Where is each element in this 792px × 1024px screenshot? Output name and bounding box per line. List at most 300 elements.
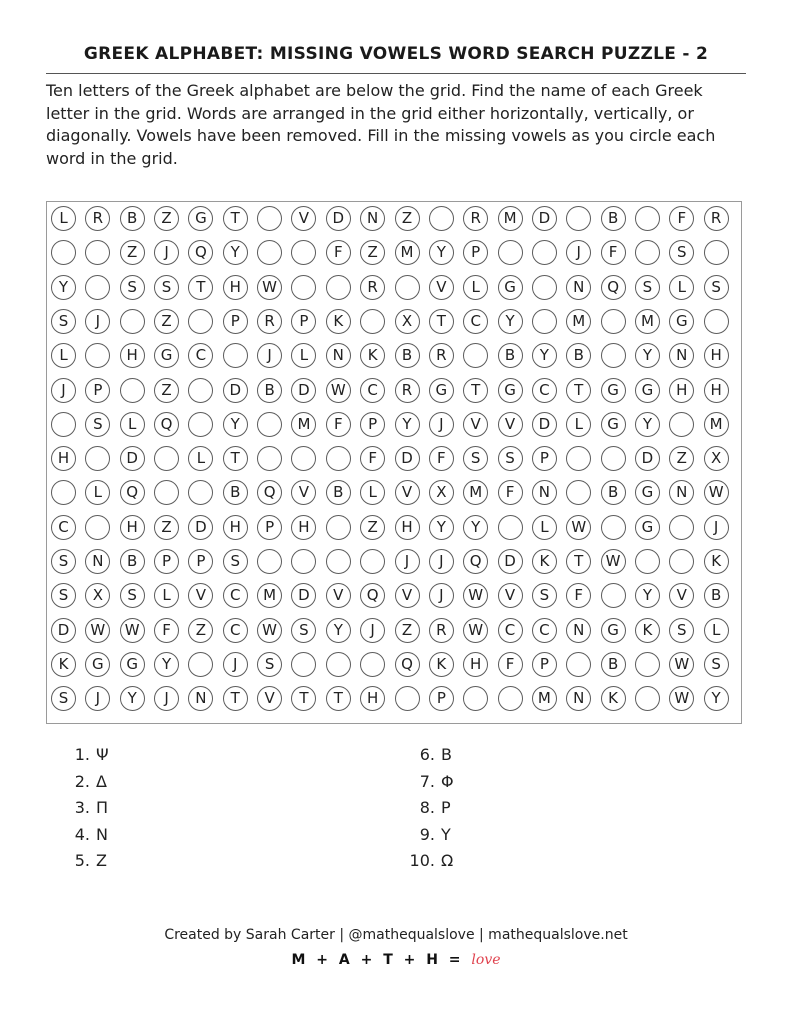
grid-cell[interactable]: D (291, 378, 316, 403)
grid-cell[interactable]: F (360, 446, 385, 471)
grid-cell[interactable]: H (51, 446, 76, 471)
grid-cell[interactable]: H (223, 275, 248, 300)
grid-cell[interactable]: J (566, 240, 591, 265)
grid-cell[interactable]: W (326, 378, 351, 403)
grid-cell[interactable]: T (463, 378, 488, 403)
grid-cell[interactable] (498, 686, 523, 711)
grid-cell[interactable]: R (85, 206, 110, 231)
grid-cell[interactable]: C (223, 583, 248, 608)
grid-cell[interactable] (291, 446, 316, 471)
grid-cell[interactable] (704, 309, 729, 334)
grid-cell[interactable] (291, 549, 316, 574)
grid-cell[interactable]: L (51, 343, 76, 368)
grid-cell[interactable]: M (566, 309, 591, 334)
grid-cell[interactable]: N (188, 686, 213, 711)
grid-cell[interactable]: D (291, 583, 316, 608)
grid-cell[interactable]: Y (704, 686, 729, 711)
grid-cell[interactable]: W (566, 515, 591, 540)
grid-cell[interactable]: S (635, 275, 660, 300)
grid-cell[interactable] (601, 515, 626, 540)
grid-cell[interactable] (566, 446, 591, 471)
grid-cell[interactable]: G (635, 480, 660, 505)
grid-cell[interactable] (51, 240, 76, 265)
grid-cell[interactable]: N (566, 618, 591, 643)
grid-cell[interactable]: S (669, 618, 694, 643)
grid-cell[interactable]: L (463, 275, 488, 300)
grid-cell[interactable]: Y (223, 240, 248, 265)
grid-cell[interactable]: Q (257, 480, 282, 505)
grid-cell[interactable]: M (463, 480, 488, 505)
grid-cell[interactable] (566, 652, 591, 677)
grid-cell[interactable]: H (360, 686, 385, 711)
grid-cell[interactable]: J (154, 686, 179, 711)
grid-cell[interactable]: S (154, 275, 179, 300)
grid-cell[interactable]: Y (463, 515, 488, 540)
grid-cell[interactable]: Q (360, 583, 385, 608)
grid-cell[interactable]: Z (154, 309, 179, 334)
grid-cell[interactable]: N (669, 480, 694, 505)
grid-cell[interactable]: Q (188, 240, 213, 265)
grid-cell[interactable]: G (635, 378, 660, 403)
grid-cell[interactable]: V (257, 686, 282, 711)
grid-cell[interactable]: G (498, 378, 523, 403)
grid-cell[interactable] (704, 240, 729, 265)
grid-cell[interactable] (326, 515, 351, 540)
grid-cell[interactable]: N (85, 549, 110, 574)
grid-cell[interactable]: P (188, 549, 213, 574)
grid-cell[interactable]: J (395, 549, 420, 574)
grid-cell[interactable]: H (669, 378, 694, 403)
grid-cell[interactable] (635, 240, 660, 265)
grid-cell[interactable]: K (429, 652, 454, 677)
grid-cell[interactable]: B (498, 343, 523, 368)
grid-cell[interactable]: T (326, 686, 351, 711)
grid-cell[interactable]: K (51, 652, 76, 677)
grid-cell[interactable]: J (704, 515, 729, 540)
grid-cell[interactable] (188, 652, 213, 677)
grid-cell[interactable]: D (120, 446, 145, 471)
grid-cell[interactable]: M (498, 206, 523, 231)
grid-cell[interactable] (326, 446, 351, 471)
grid-cell[interactable]: M (635, 309, 660, 334)
grid-cell[interactable]: Y (326, 618, 351, 643)
grid-cell[interactable] (395, 686, 420, 711)
grid-cell[interactable] (566, 206, 591, 231)
grid-cell[interactable]: Z (669, 446, 694, 471)
grid-cell[interactable]: F (601, 240, 626, 265)
grid-cell[interactable] (601, 343, 626, 368)
grid-cell[interactable]: C (360, 378, 385, 403)
grid-cell[interactable]: G (498, 275, 523, 300)
grid-cell[interactable]: G (601, 378, 626, 403)
grid-cell[interactable]: F (429, 446, 454, 471)
grid-cell[interactable]: V (291, 480, 316, 505)
grid-cell[interactable] (360, 549, 385, 574)
grid-cell[interactable] (601, 583, 626, 608)
grid-cell[interactable] (257, 446, 282, 471)
grid-cell[interactable]: P (429, 686, 454, 711)
grid-cell[interactable] (120, 309, 145, 334)
grid-cell[interactable]: Q (463, 549, 488, 574)
grid-cell[interactable]: W (669, 652, 694, 677)
grid-cell[interactable]: P (154, 549, 179, 574)
grid-cell[interactable]: Z (120, 240, 145, 265)
grid-cell[interactable]: H (120, 515, 145, 540)
grid-cell[interactable]: N (566, 686, 591, 711)
grid-cell[interactable]: N (326, 343, 351, 368)
grid-cell[interactable]: G (85, 652, 110, 677)
grid-cell[interactable] (51, 480, 76, 505)
grid-cell[interactable]: F (498, 652, 523, 677)
grid-cell[interactable]: C (498, 618, 523, 643)
grid-cell[interactable]: B (257, 378, 282, 403)
grid-cell[interactable]: Y (635, 412, 660, 437)
grid-cell[interactable]: F (498, 480, 523, 505)
grid-cell[interactable] (669, 549, 694, 574)
grid-cell[interactable] (601, 446, 626, 471)
grid-cell[interactable]: V (498, 412, 523, 437)
grid-cell[interactable]: K (326, 309, 351, 334)
grid-cell[interactable]: S (120, 583, 145, 608)
grid-cell[interactable]: S (51, 583, 76, 608)
grid-cell[interactable]: L (85, 480, 110, 505)
grid-cell[interactable]: S (120, 275, 145, 300)
grid-cell[interactable]: P (223, 309, 248, 334)
grid-cell[interactable]: W (704, 480, 729, 505)
grid-cell[interactable]: T (566, 549, 591, 574)
grid-cell[interactable]: P (291, 309, 316, 334)
grid-cell[interactable]: P (532, 652, 557, 677)
grid-cell[interactable]: K (601, 686, 626, 711)
grid-cell[interactable]: W (669, 686, 694, 711)
grid-cell[interactable]: D (188, 515, 213, 540)
grid-cell[interactable]: S (704, 652, 729, 677)
grid-cell[interactable]: Q (154, 412, 179, 437)
grid-cell[interactable] (635, 549, 660, 574)
grid-cell[interactable]: M (704, 412, 729, 437)
grid-cell[interactable]: D (532, 206, 557, 231)
grid-cell[interactable]: W (257, 618, 282, 643)
grid-cell[interactable] (154, 480, 179, 505)
grid-cell[interactable]: S (85, 412, 110, 437)
grid-cell[interactable]: H (704, 378, 729, 403)
grid-cell[interactable] (360, 652, 385, 677)
grid-cell[interactable]: N (669, 343, 694, 368)
grid-cell[interactable]: Y (120, 686, 145, 711)
grid-cell[interactable]: V (429, 275, 454, 300)
grid-cell[interactable]: B (601, 206, 626, 231)
grid-cell[interactable] (188, 480, 213, 505)
grid-cell[interactable]: S (463, 446, 488, 471)
grid-cell[interactable] (635, 206, 660, 231)
grid-cell[interactable]: Y (429, 515, 454, 540)
grid-cell[interactable] (291, 240, 316, 265)
grid-cell[interactable]: M (532, 686, 557, 711)
grid-cell[interactable]: W (85, 618, 110, 643)
grid-cell[interactable]: S (257, 652, 282, 677)
grid-cell[interactable]: P (532, 446, 557, 471)
grid-cell[interactable]: D (532, 412, 557, 437)
grid-cell[interactable]: Z (154, 378, 179, 403)
grid-cell[interactable]: L (669, 275, 694, 300)
grid-cell[interactable]: Y (154, 652, 179, 677)
grid-cell[interactable]: Y (395, 412, 420, 437)
grid-cell[interactable]: H (395, 515, 420, 540)
grid-cell[interactable]: L (291, 343, 316, 368)
grid-cell[interactable]: J (429, 549, 454, 574)
grid-cell[interactable] (463, 686, 488, 711)
grid-cell[interactable]: V (395, 480, 420, 505)
grid-cell[interactable]: S (669, 240, 694, 265)
grid-cell[interactable] (120, 378, 145, 403)
grid-cell[interactable]: Y (51, 275, 76, 300)
grid-cell[interactable] (257, 240, 282, 265)
grid-cell[interactable]: J (154, 240, 179, 265)
grid-cell[interactable]: Z (360, 515, 385, 540)
grid-cell[interactable]: R (429, 343, 454, 368)
grid-cell[interactable]: N (566, 275, 591, 300)
grid-cell[interactable]: V (188, 583, 213, 608)
grid-cell[interactable]: C (51, 515, 76, 540)
grid-cell[interactable]: C (463, 309, 488, 334)
grid-cell[interactable]: M (291, 412, 316, 437)
grid-cell[interactable]: G (635, 515, 660, 540)
grid-cell[interactable]: T (223, 446, 248, 471)
grid-cell[interactable]: S (51, 686, 76, 711)
grid-cell[interactable]: C (223, 618, 248, 643)
grid-cell[interactable]: W (463, 583, 488, 608)
grid-cell[interactable]: Y (635, 583, 660, 608)
grid-cell[interactable]: V (395, 583, 420, 608)
grid-cell[interactable]: P (85, 378, 110, 403)
grid-cell[interactable]: K (360, 343, 385, 368)
grid-cell[interactable]: J (257, 343, 282, 368)
grid-cell[interactable]: H (704, 343, 729, 368)
grid-cell[interactable]: G (669, 309, 694, 334)
grid-cell[interactable]: T (188, 275, 213, 300)
grid-cell[interactable] (257, 206, 282, 231)
grid-cell[interactable]: S (51, 549, 76, 574)
grid-cell[interactable]: H (291, 515, 316, 540)
grid-cell[interactable]: H (223, 515, 248, 540)
grid-cell[interactable]: J (51, 378, 76, 403)
grid-cell[interactable] (326, 549, 351, 574)
grid-cell[interactable]: L (360, 480, 385, 505)
grid-cell[interactable]: X (704, 446, 729, 471)
grid-cell[interactable]: T (291, 686, 316, 711)
grid-cell[interactable] (85, 240, 110, 265)
grid-cell[interactable]: B (120, 549, 145, 574)
grid-cell[interactable]: H (463, 652, 488, 677)
grid-cell[interactable]: F (326, 240, 351, 265)
grid-cell[interactable] (85, 515, 110, 540)
grid-cell[interactable]: B (601, 480, 626, 505)
grid-cell[interactable]: B (395, 343, 420, 368)
grid-cell[interactable]: K (704, 549, 729, 574)
grid-cell[interactable]: V (291, 206, 316, 231)
grid-cell[interactable]: P (360, 412, 385, 437)
grid-cell[interactable] (257, 549, 282, 574)
grid-cell[interactable]: N (360, 206, 385, 231)
grid-cell[interactable] (498, 240, 523, 265)
grid-cell[interactable]: J (429, 412, 454, 437)
grid-cell[interactable]: D (326, 206, 351, 231)
grid-cell[interactable]: D (395, 446, 420, 471)
grid-cell[interactable] (395, 275, 420, 300)
grid-cell[interactable]: Z (395, 618, 420, 643)
grid-cell[interactable]: F (326, 412, 351, 437)
grid-cell[interactable]: Z (360, 240, 385, 265)
grid-cell[interactable]: D (51, 618, 76, 643)
grid-cell[interactable]: T (566, 378, 591, 403)
grid-cell[interactable]: Z (154, 206, 179, 231)
grid-cell[interactable]: L (51, 206, 76, 231)
grid-cell[interactable]: N (532, 480, 557, 505)
grid-cell[interactable] (85, 343, 110, 368)
grid-cell[interactable] (291, 275, 316, 300)
grid-cell[interactable] (532, 240, 557, 265)
grid-cell[interactable] (154, 446, 179, 471)
grid-cell[interactable] (188, 309, 213, 334)
grid-cell[interactable]: R (429, 618, 454, 643)
grid-cell[interactable] (51, 412, 76, 437)
grid-cell[interactable]: G (601, 412, 626, 437)
grid-cell[interactable]: C (188, 343, 213, 368)
grid-cell[interactable] (532, 275, 557, 300)
grid-cell[interactable]: Y (429, 240, 454, 265)
grid-cell[interactable]: T (223, 206, 248, 231)
grid-cell[interactable]: M (257, 583, 282, 608)
grid-cell[interactable]: M (395, 240, 420, 265)
grid-cell[interactable]: L (704, 618, 729, 643)
grid-cell[interactable]: S (51, 309, 76, 334)
grid-cell[interactable]: S (223, 549, 248, 574)
grid-cell[interactable]: G (154, 343, 179, 368)
grid-cell[interactable]: G (120, 652, 145, 677)
grid-cell[interactable]: F (154, 618, 179, 643)
grid-cell[interactable]: Y (635, 343, 660, 368)
grid-cell[interactable]: X (395, 309, 420, 334)
grid-cell[interactable]: S (498, 446, 523, 471)
grid-cell[interactable]: F (566, 583, 591, 608)
grid-cell[interactable]: Y (532, 343, 557, 368)
grid-cell[interactable]: B (566, 343, 591, 368)
grid-cell[interactable]: P (463, 240, 488, 265)
grid-cell[interactable]: Z (395, 206, 420, 231)
grid-cell[interactable]: W (120, 618, 145, 643)
grid-cell[interactable] (326, 652, 351, 677)
grid-cell[interactable]: Y (223, 412, 248, 437)
grid-cell[interactable]: D (498, 549, 523, 574)
grid-cell[interactable]: R (704, 206, 729, 231)
grid-cell[interactable]: J (429, 583, 454, 608)
grid-cell[interactable]: K (532, 549, 557, 574)
grid-cell[interactable]: B (704, 583, 729, 608)
grid-cell[interactable]: Z (188, 618, 213, 643)
grid-cell[interactable]: X (429, 480, 454, 505)
grid-cell[interactable]: R (463, 206, 488, 231)
grid-cell[interactable]: D (635, 446, 660, 471)
grid-cell[interactable]: V (669, 583, 694, 608)
grid-cell[interactable]: V (463, 412, 488, 437)
grid-cell[interactable]: R (360, 275, 385, 300)
grid-cell[interactable]: L (154, 583, 179, 608)
grid-cell[interactable] (463, 343, 488, 368)
grid-cell[interactable]: G (429, 378, 454, 403)
grid-cell[interactable]: Z (154, 515, 179, 540)
grid-cell[interactable] (566, 480, 591, 505)
grid-cell[interactable] (360, 309, 385, 334)
grid-cell[interactable]: B (120, 206, 145, 231)
grid-cell[interactable]: V (498, 583, 523, 608)
grid-cell[interactable]: J (223, 652, 248, 677)
grid-cell[interactable]: S (291, 618, 316, 643)
grid-cell[interactable]: C (532, 378, 557, 403)
grid-cell[interactable] (85, 446, 110, 471)
grid-cell[interactable]: R (395, 378, 420, 403)
grid-cell[interactable]: B (326, 480, 351, 505)
grid-cell[interactable] (669, 412, 694, 437)
grid-cell[interactable] (635, 652, 660, 677)
grid-cell[interactable]: H (120, 343, 145, 368)
grid-cell[interactable]: V (326, 583, 351, 608)
grid-cell[interactable] (326, 275, 351, 300)
grid-cell[interactable]: Q (395, 652, 420, 677)
grid-cell[interactable]: X (85, 583, 110, 608)
grid-cell[interactable]: Q (601, 275, 626, 300)
grid-cell[interactable]: Y (498, 309, 523, 334)
grid-cell[interactable]: T (429, 309, 454, 334)
grid-cell[interactable]: J (85, 309, 110, 334)
grid-cell[interactable]: D (223, 378, 248, 403)
grid-cell[interactable] (223, 343, 248, 368)
grid-cell[interactable]: Q (120, 480, 145, 505)
grid-cell[interactable]: J (85, 686, 110, 711)
grid-cell[interactable] (669, 515, 694, 540)
grid-cell[interactable] (635, 686, 660, 711)
grid-cell[interactable]: G (188, 206, 213, 231)
grid-cell[interactable] (188, 378, 213, 403)
grid-cell[interactable]: T (223, 686, 248, 711)
grid-cell[interactable]: L (188, 446, 213, 471)
grid-cell[interactable]: L (532, 515, 557, 540)
grid-cell[interactable] (188, 412, 213, 437)
grid-cell[interactable]: K (635, 618, 660, 643)
grid-cell[interactable]: B (223, 480, 248, 505)
grid-cell[interactable]: W (257, 275, 282, 300)
grid-cell[interactable]: W (463, 618, 488, 643)
grid-cell[interactable]: L (566, 412, 591, 437)
grid-cell[interactable]: S (532, 583, 557, 608)
grid-cell[interactable] (257, 412, 282, 437)
grid-cell[interactable] (429, 206, 454, 231)
grid-cell[interactable]: L (120, 412, 145, 437)
grid-cell[interactable]: S (704, 275, 729, 300)
grid-cell[interactable]: C (532, 618, 557, 643)
grid-cell[interactable]: R (257, 309, 282, 334)
grid-cell[interactable]: B (601, 652, 626, 677)
grid-cell[interactable]: J (360, 618, 385, 643)
grid-cell[interactable]: W (601, 549, 626, 574)
grid-cell[interactable] (498, 515, 523, 540)
grid-cell[interactable]: F (669, 206, 694, 231)
grid-cell[interactable]: P (257, 515, 282, 540)
grid-cell[interactable] (601, 309, 626, 334)
grid-cell[interactable] (532, 309, 557, 334)
grid-cell[interactable]: G (601, 618, 626, 643)
grid-cell[interactable] (291, 652, 316, 677)
grid-cell[interactable] (85, 275, 110, 300)
